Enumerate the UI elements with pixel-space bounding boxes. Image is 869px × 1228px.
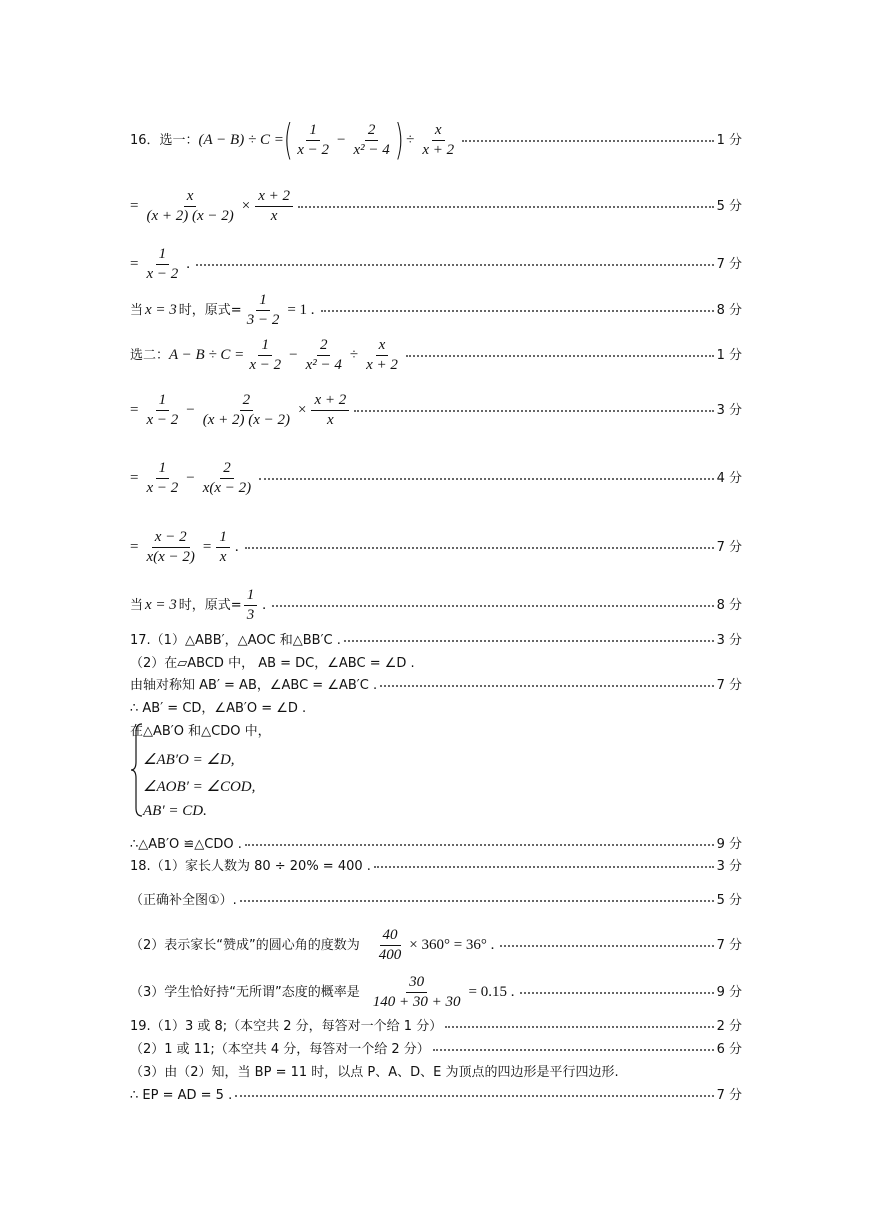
minus-sign: −: [337, 131, 346, 148]
score-label: 4 分: [716, 470, 742, 486]
q17-line-3: 由轴对称知 AB′ = AB，∠ABC = ∠AB′C . 7 分: [130, 677, 742, 693]
score-label: 3 分: [716, 402, 742, 418]
leader-dots: [445, 1026, 713, 1028]
left-brace-icon: [130, 722, 144, 818]
score-label: 7 分: [716, 256, 742, 272]
score-label: 5 分: [716, 198, 742, 214]
leader-dots: [520, 992, 713, 994]
q17-line-4: ∴ AB′ = CD，∠AB′O = ∠D .: [130, 700, 307, 716]
condition-3: AB′ = CD.: [143, 803, 207, 819]
score-label: 3 分: [716, 632, 742, 648]
q16-line-4: 当 x = 3 时，原式= $\frac{1}{3 - 2}$ = 1 . 8 分: [130, 291, 742, 328]
left-paren: (: [283, 115, 293, 164]
fraction: $\frac{1}{x}$: [216, 528, 230, 567]
score-label: 7 分: [716, 539, 742, 555]
fraction: $\frac{1}{x - 2}$: [297, 121, 329, 158]
leader-dots: [245, 844, 714, 846]
leader-dots: [235, 1095, 713, 1097]
score-label: 1 分: [716, 347, 742, 363]
leader-dots: [240, 900, 714, 902]
leader-dots: [406, 355, 714, 357]
q18-line-1: 18.（1）家长人数为 80 ÷ 20% = 400 . 3 分: [130, 858, 742, 874]
condition-1: ∠AB′O = ∠D,: [143, 752, 235, 768]
fraction: $\frac{40}{400}$: [378, 926, 402, 963]
leader-dots: [298, 206, 714, 208]
q17-line-1: 17.（1）△ABB′，△AOC 和△BB′C . 3 分: [130, 632, 742, 648]
leader-dots: [462, 140, 713, 142]
fraction: $\frac{2}{\text{x² − 4}}$: [305, 336, 342, 373]
leader-dots: [433, 1049, 714, 1051]
right-paren: ): [394, 115, 404, 164]
q16-line-6: = $\frac{1}{x - 2}$ − $\frac{2}{(x + 2) (x - 2)}$ × $\frac{x + 2}{x}$ 3 分: [130, 391, 742, 428]
score-label: 8 分: [716, 302, 742, 318]
q18-line-2: （正确补全图①）. 5 分: [130, 892, 742, 908]
divide-sign: ÷: [406, 131, 415, 148]
q16-label: 16．选一：: [130, 132, 199, 148]
times-sign: ×: [241, 197, 251, 214]
fraction: $\frac{x + 2}{x}$: [255, 187, 293, 226]
condition-2: ∠AOB′ = ∠COD,: [143, 779, 256, 795]
q16-line-5: 选二： A − B ÷ C = $\frac{1}{x - 2}$ − $\frac{2}{\text{x² − 4}}$ ÷ $\frac{x}{x + 2}$ 1 分: [130, 336, 742, 373]
leader-dots: [321, 310, 714, 312]
score-label: 7 分: [716, 1087, 742, 1103]
q19-line-3: （3）由（2）知，当 BP = 11 时，以点 P、A、D、E 为顶点的四边形是平行四边形.: [130, 1064, 619, 1080]
fraction: $\frac{1}{x - 2}$: [249, 336, 282, 373]
q17-line-6: ∴△AB′O ≌△CDO . 9 分: [130, 836, 742, 852]
q16-line-7: = $\frac{1}{x - 2}$ − $\frac{2}{x(x - 2)}$ 4 分: [130, 459, 742, 496]
q16-line-8: = $\frac{x - 2}{x(x - 2)}$ = $\frac{1}{x}$ . 7 分: [130, 528, 742, 565]
score-label: 9 分: [716, 984, 742, 1000]
fraction: $\frac{30}{140 + 30 + 30}$: [372, 973, 461, 1010]
fraction: $\frac{x - 2}{x(x - 2)}$: [146, 528, 195, 565]
score-label: 7 分: [716, 937, 742, 953]
fraction: $\frac{x}{x + 2}$: [366, 336, 398, 373]
fraction: $\frac{2}{\text{x² − 4}}$: [353, 121, 390, 158]
fraction: $\frac{2}{(x + 2) (x - 2)}$: [202, 391, 291, 428]
leader-dots: [259, 478, 713, 480]
leader-dots: [196, 264, 714, 266]
score-label: 1 分: [716, 132, 742, 148]
score-label: 2 分: [716, 1018, 742, 1034]
q17-line-5: 在△AB′O 和△CDO 中，: [130, 723, 271, 739]
score-label: 9 分: [716, 836, 742, 852]
leader-dots: [380, 685, 713, 687]
q18-line-3: （2）表示家长“赞成”的圆心角的度数为 $\frac{40}{400}$ × 360° = 36° . 7 分: [130, 926, 742, 963]
fraction: $\frac{x + 2}{x}$: [311, 391, 349, 430]
score-label: 8 分: [716, 597, 742, 613]
q16-line-1: [130, 115, 742, 164]
q18-line-4: （3）学生恰好持“无所谓”态度的概率是 $\frac{30}{140 + 30 + 30}$ = 0.15 . 9 分: [130, 973, 742, 1010]
leader-dots: [344, 640, 714, 642]
q16-line-2: = $\frac{x}{(x + 2) (x - 2)}$ × $\frac{x + 2}{x}$ 5 分: [130, 187, 742, 224]
q16-expr-lhs: (A − B) ÷ C =: [198, 131, 284, 148]
leader-dots: [272, 605, 714, 607]
fraction: $\frac{2}{x(x - 2)}$: [202, 459, 252, 496]
fraction: $\frac{1}{3}$: [244, 586, 258, 625]
score-label: 6 分: [716, 1041, 742, 1057]
fraction: $\frac{x}{(x + 2) (x - 2)}$: [146, 187, 234, 224]
fraction: $\frac{1}{x - 2}$: [146, 391, 179, 428]
score-label: 7 分: [716, 677, 742, 693]
fraction: $\frac{x}{x + 2}$: [422, 121, 455, 158]
leader-dots: [500, 945, 713, 947]
leader-dots: [354, 410, 713, 412]
q19-line-4: ∴ EP = AD = 5 . 7 分: [130, 1087, 742, 1103]
leader-dots: [245, 547, 714, 549]
option-two-label: 选二：: [130, 347, 170, 363]
score-label: 3 分: [716, 858, 742, 874]
q19-line-1: 19.（1）3 或 8;（本空共 2 分，每答对一个给 1 分） 2 分: [130, 1018, 742, 1034]
q19-line-2: （2）1 或 11;（本空共 4 分，每答对一个给 2 分） 6 分: [130, 1041, 742, 1057]
leader-dots: [374, 866, 714, 868]
q17-line-2: （2）在▱ABCD 中， AB = DC，∠ABC = ∠D .: [130, 655, 415, 671]
fraction: $\frac{1}{3 - 2}$: [246, 291, 280, 328]
fraction: $\frac{1}{x - 2}$: [146, 245, 179, 282]
fraction: $\frac{1}{x - 2}$: [146, 459, 179, 496]
q16-line-3: = $\frac{1}{x - 2}$ . 7 分: [130, 245, 742, 282]
q16-line-9: 当 x = 3 时，原式= $\frac{1}{3}$ . 8 分: [130, 586, 742, 623]
score-label: 5 分: [716, 892, 742, 908]
